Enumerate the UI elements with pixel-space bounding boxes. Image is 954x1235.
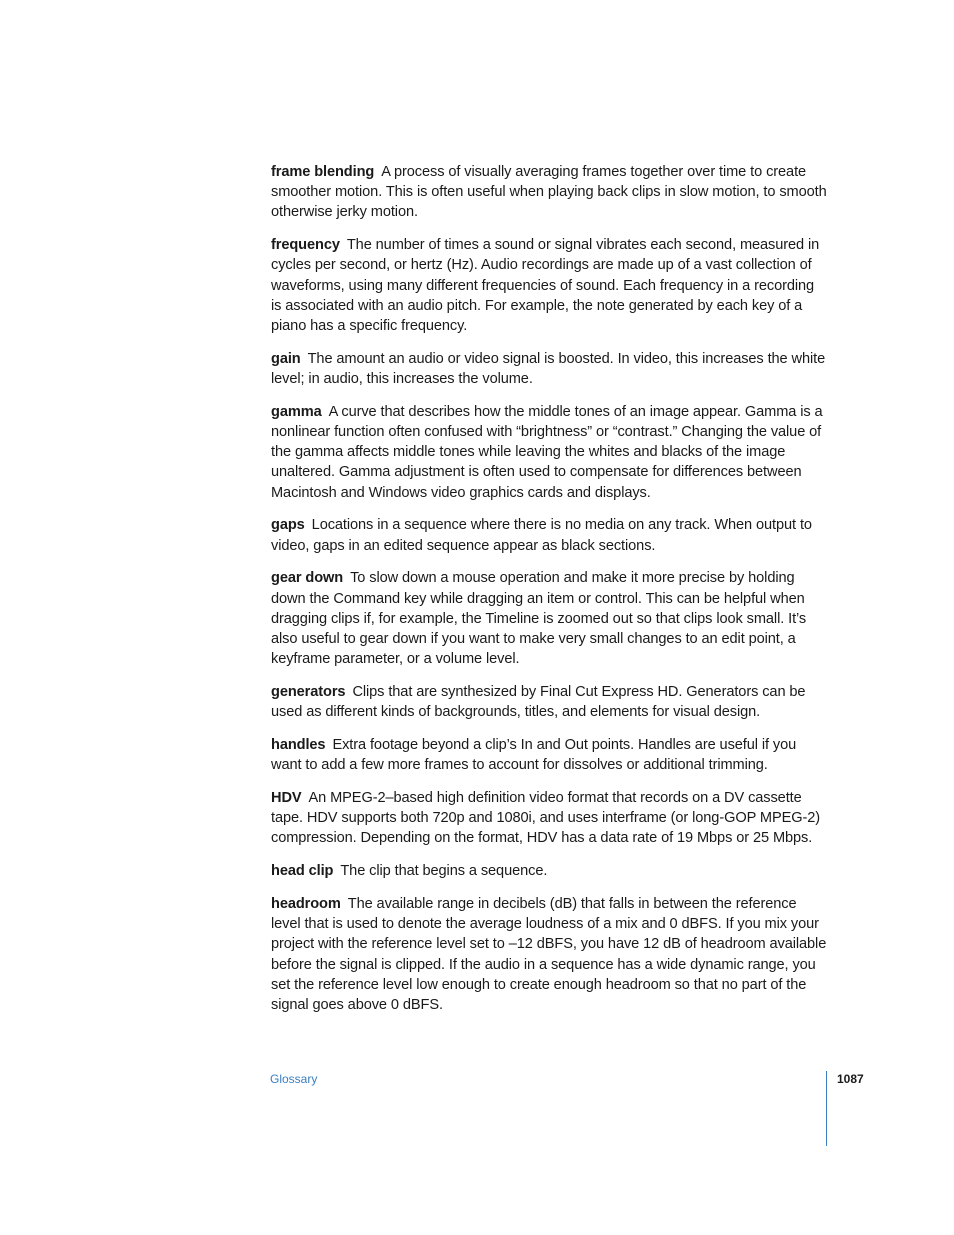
glossary-term: handles [271, 737, 326, 754]
glossary-entry [271, 735, 827, 775]
glossary-term: gaps [271, 517, 305, 534]
glossary-entry [271, 894, 827, 1015]
glossary-term: HDV [271, 790, 302, 807]
glossary-term: gear down [271, 570, 344, 587]
glossary-entry [271, 235, 827, 336]
glossary-term: head clip [271, 863, 334, 880]
glossary-definition: Locations in a sequence where there is no media on any track. When output to video, gaps in an edited sequence appear as black sections. [271, 517, 812, 554]
glossary-entry [271, 788, 827, 849]
glossary-entry [271, 162, 827, 223]
glossary-entry [271, 402, 827, 503]
glossary-term: frame blending [271, 164, 375, 180]
footer-divider [826, 1071, 827, 1146]
glossary-definition: The clip that begins a sequence. [340, 863, 548, 880]
glossary-term: headroom [271, 896, 341, 913]
glossary-entry [271, 568, 827, 669]
glossary-entry [271, 515, 827, 555]
glossary-definition: Extra footage beyond a clip’s In and Out points. Handles are useful if you want to add a few more frames to account for dissolves or additional trimming. [271, 737, 797, 774]
glossary-definition: Clips that are synthesized by Final Cut Express HD. Generators can be used as different kinds of backgrounds, titles, and elements for visual design. [271, 684, 806, 721]
glossary-term: gain [271, 350, 301, 367]
glossary-term: frequency [271, 237, 340, 254]
glossary-definition: A curve that describes how the middle tones of an image appear. Gamma is a nonlinear function often confused with “brightness” or “contrast.” Changing the value of the gamma affects middle tones while leaving the whites and blacks of the image unaltered. Gamma adjustment is often used to compensate for differences between Macintosh and Windows video graphics cards and displays. [271, 403, 823, 501]
glossary-entry [271, 349, 827, 389]
glossary-definition: The number of times a sound or signal vibrates each second, measured in cycles per second, or hertz (Hz). Audio recordings are made up of a vast collection of waveforms, using many different frequencies of sound. Each frequency in a recording is associated with an audio pitch. For example, the note generated by each key of a piano has a specific frequency. [271, 237, 820, 335]
glossary-definition: A process of visually averaging frames together over time to create smoother motion. This is often useful when playing back clips in slow motion, to smooth otherwise jerky motion. [271, 164, 827, 221]
glossary-list [271, 162, 827, 1028]
footer-section-label: Glossary [270, 1072, 318, 1086]
glossary-entry [271, 861, 827, 881]
glossary-term: generators [271, 684, 346, 701]
glossary-entry [271, 682, 827, 722]
glossary-definition: To slow down a mouse operation and make it more precise by holding down the Command key while dragging an item or control. This can be helpful when dragging clips if, for example, the Timeline is zoomed out so that clips look small. It’s also useful to gear down if you want to make very small changes to an edit point, a keyframe parameter, or a volume level. [271, 570, 807, 668]
glossary-definition: The available range in decibels (dB) that falls in between the reference level that is used to denote the average loudness of a mix and 0 dBFS. If you mix your project with the reference level set to –12 dBFS, you have 12 dB of headroom available before the signal is clipped. If the audio in a sequence has a wide dynamic range, you set the reference level low enough to create enough headroom so that no part of the signal goes above 0 dBFS. [271, 896, 827, 1014]
page-number: 1087 [837, 1072, 864, 1086]
glossary-definition: An MPEG-2–based high definition video format that records on a DV cassette tape. HDV supports both 720p and 1080i, and uses interframe (or long-GOP MPEG-2) compression. Depending on the format, HDV has a data rate of 19 Mbps or 25 Mbps. [271, 790, 821, 847]
glossary-definition: The amount an audio or video signal is boosted. In video, this increases the white level; in audio, this increases the volume. [271, 350, 826, 388]
glossary-term: gamma [271, 403, 322, 420]
